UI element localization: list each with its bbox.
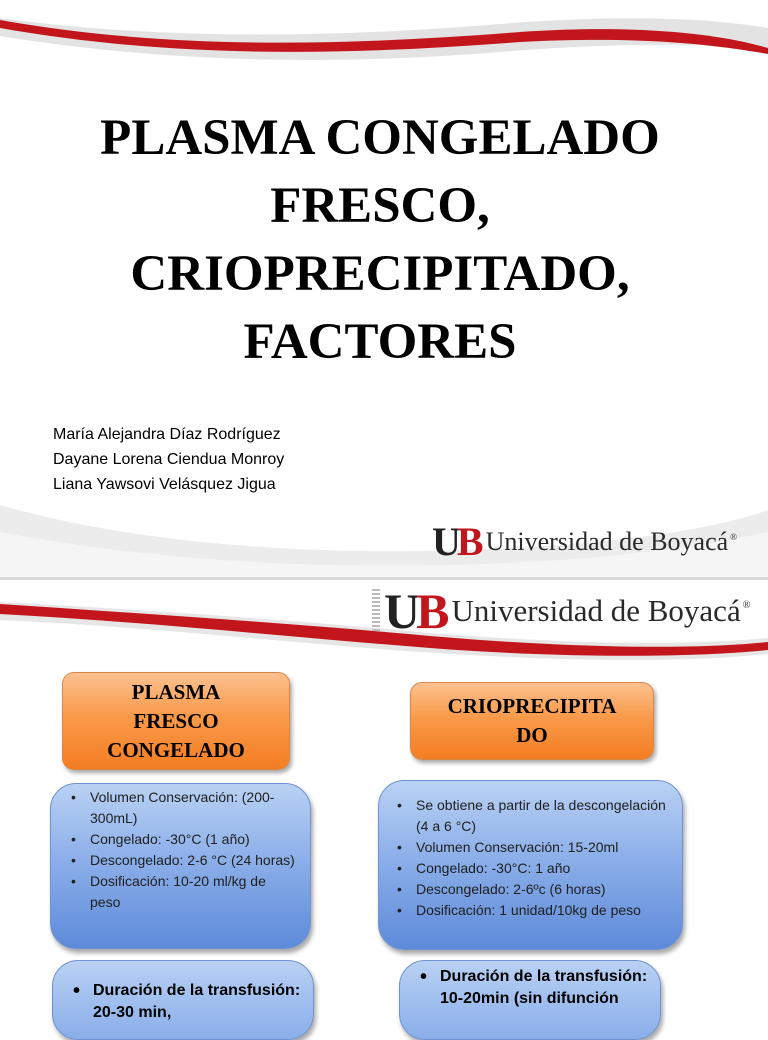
list-item: • Volumen Conservación: (200-300mL): [62, 787, 300, 829]
plasma-duration-list: [63, 980, 305, 1024]
presentation-title: [30, 104, 730, 376]
plasma-info-list: [62, 787, 300, 913]
heading-line: FRESCO: [133, 708, 219, 733]
crio-info-list: [388, 795, 672, 921]
list-item: • Descongelado: 2-6 °C (24 horas): [62, 850, 300, 871]
author-name: Dayane Lorena Ciendua Monroy: [53, 451, 285, 468]
university-logo: [372, 582, 750, 640]
plasma-duration-box: [52, 960, 314, 1040]
vertical-caption-decoration: [372, 589, 380, 633]
author-list: [53, 422, 284, 497]
ub-logo-icon: UB: [384, 583, 446, 639]
heading-line: CRIOPRECIPITA: [447, 694, 617, 718]
list-item: • Congelado: -30°C (1 año): [62, 829, 300, 850]
title-line: FRESCO,: [270, 178, 490, 234]
list-item: • Dosificación: 1 unidad/10kg de peso: [388, 900, 672, 921]
list-item: • Se obtiene a partir de la descongelación (4 a 6 °C): [388, 795, 672, 837]
list-item: • Volumen Conservación: 15-20ml: [388, 837, 672, 858]
registered-mark: ®: [742, 599, 751, 611]
list-item: • Congelado: -30°C: 1 año: [388, 858, 672, 879]
author-name: María Alejandra Díaz Rodríguez: [53, 426, 281, 443]
list-item: • Descongelado: 2-6ºc (6 horas): [388, 879, 672, 900]
crio-heading: [410, 682, 654, 760]
crio-duration-box: [399, 960, 661, 1040]
heading-line: PLASMA: [131, 679, 221, 704]
title-line: CRIOPRECIPITADO,: [130, 246, 630, 302]
university-name: Universidad de Boyacá: [485, 526, 729, 556]
title-line: FACTORES: [243, 314, 517, 370]
list-item: • Duración de la transfusión: 20-30 min,: [63, 980, 305, 1024]
university-name: Universidad de Boyacá: [451, 593, 741, 628]
heading-line: DO: [516, 723, 548, 747]
crio-duration-list: [410, 966, 652, 1010]
list-item: • Duración de la transfusión: 10-20min (sin difunción: [410, 966, 652, 1010]
list-item: • Dosificación: 10-20 ml/kg de peso: [62, 871, 300, 913]
plasma-heading: [62, 672, 290, 770]
ub-logo-icon: UB: [432, 519, 480, 564]
title-line: PLASMA CONGELADO: [100, 110, 660, 166]
plasma-info-box: [50, 783, 311, 949]
heading-line: CONGELADO: [107, 737, 245, 762]
crio-info-box: [378, 780, 683, 950]
author-name: Liana Yawsovi Velásquez Jigua: [53, 476, 276, 493]
registered-mark: ®: [730, 531, 738, 542]
university-logo: [432, 518, 737, 565]
